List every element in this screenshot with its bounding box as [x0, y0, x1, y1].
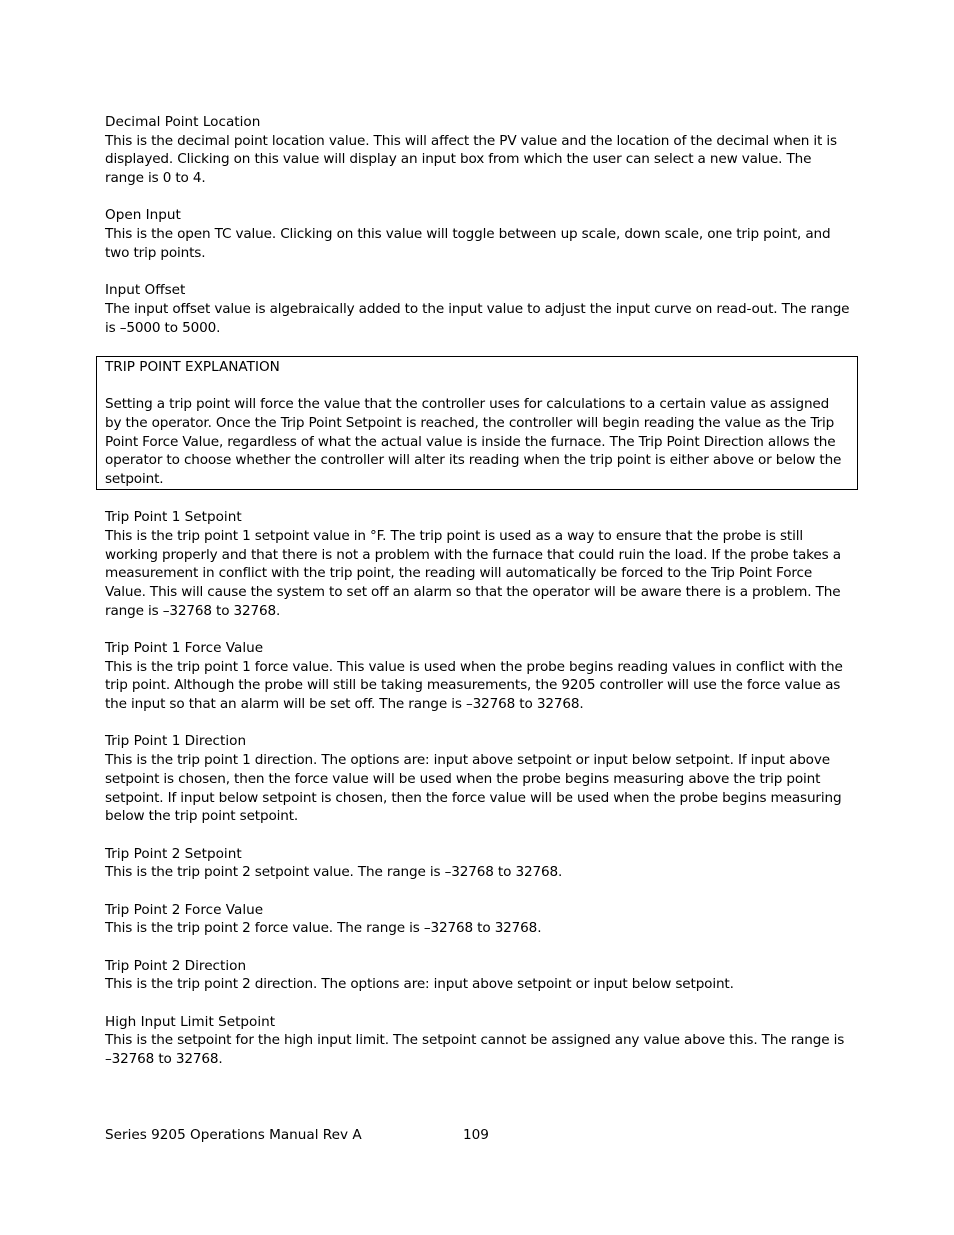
emphasized-term: –32768: [105, 1050, 155, 1067]
section-body: [105, 1031, 850, 1068]
emphasized-term: –32768: [444, 864, 494, 881]
body-text: This is the setpoint for the high input limit. The setpoint cannot be assigned any value above this. The range is: [105, 1032, 845, 1049]
emphasized-term: one trip point: [707, 226, 798, 243]
emphasized-term: input below setpoint: [180, 789, 317, 806]
body-text: .: [201, 244, 206, 261]
section-heading: Trip Point 2 Force Value: [105, 901, 264, 918]
emphasized-term: input below setpoint: [593, 976, 730, 993]
body-text: to: [472, 920, 495, 937]
body-text: .: [218, 1050, 223, 1067]
body-text: .: [729, 976, 734, 993]
emphasized-term: 32768: [536, 696, 580, 713]
emphasized-term: 32768: [233, 602, 277, 619]
body-text: .: [276, 602, 281, 619]
section-body: [105, 863, 850, 882]
body-text: This is the trip point 2 force value. The range is: [105, 920, 424, 937]
emphasized-term: Trip Point Direction: [638, 433, 764, 450]
body-text: to: [493, 864, 516, 881]
body-text: The input offset value is algebraically added to the input value to adjust the input curve on read-out. The range is: [105, 300, 850, 336]
body-text: This is the trip point 1 direction. The options are:: [105, 752, 434, 769]
sections-group-2: [105, 508, 850, 1068]
section-heading: Trip Point 2 Direction: [105, 957, 247, 974]
emphasized-term: Trip Point Setpoint: [280, 414, 402, 431]
body-text: ,: [615, 226, 625, 243]
section: [105, 901, 850, 938]
body-text: .: [537, 920, 542, 937]
section: [105, 1013, 850, 1069]
emphasized-term: –5000: [119, 319, 161, 336]
emphasized-term: Trip Point Force Value.: [105, 565, 813, 601]
body-text: to: [171, 170, 193, 187]
body-text: .: [579, 696, 584, 713]
body-text: This is the trip point 2 direction. The options are:: [105, 976, 434, 993]
section: [105, 732, 850, 826]
sections-group-1: [105, 113, 850, 337]
body-text: allows the operator to choose whether the controller will alter its reading when the trip point is either above or below the setpoint.: [105, 433, 842, 487]
section: [105, 845, 850, 882]
footer-manual-title: Series 9205 Operations Manual Rev A: [105, 1127, 362, 1143]
trip-point-explanation-box: [96, 356, 858, 490]
section-heading: Input Offset: [105, 282, 186, 299]
section-heading: Trip Point 2 Setpoint: [105, 845, 242, 862]
section: [105, 957, 850, 994]
emphasized-term: Trip Point Force Value,: [105, 414, 835, 450]
section: [105, 113, 850, 188]
body-text: is chosen, then the force value will be used when the probe begins measuring below the trip point setpoint.: [105, 789, 842, 825]
body-text: This is the decimal point location value. This will affect the PV value and the location of the decimal when it is displayed. Clicking on this value will display an input box from which the user can select a new value. The range is: [105, 132, 837, 187]
body-text: to: [515, 696, 537, 713]
emphasized-term: 32768: [175, 1050, 219, 1067]
section-body: [105, 975, 850, 994]
emphasized-term: down scale: [624, 226, 699, 243]
body-text: . If: [729, 752, 751, 769]
section-heading: Decimal Point Location: [105, 114, 261, 130]
box-body: [105, 395, 849, 489]
section-body: [105, 527, 850, 621]
emphasized-term: 4: [192, 170, 202, 187]
section-heading: Open Input: [105, 207, 181, 224]
emphasized-term: input above setpoint: [433, 976, 572, 993]
body-text: to: [160, 319, 183, 336]
emphasized-term: input above setpoint: [433, 752, 572, 769]
body-text: ,: [698, 226, 708, 243]
body-text: , and: [797, 226, 831, 243]
emphasized-term: 5000: [182, 319, 217, 336]
section-body: [105, 751, 850, 826]
body-text: This is the trip point 1 force value. This value is used when the probe begins reading values in conflict with the trip point. Although the probe will still be taking measurements, the 9205 controller will use the force value as the input so that an alarm will be set off. The range is: [105, 658, 843, 713]
emphasized-term: 32768: [494, 920, 538, 937]
page-content: [105, 113, 850, 1069]
emphasized-term: –32768: [423, 920, 473, 937]
section-body: [105, 658, 850, 714]
body-text: .: [216, 319, 221, 336]
body-text: This is the trip point 1 setpoint value in °F. The trip point is used as a way to ensure that the probe is still working properly and that there is not a problem with the furnace that could ruin the load. If the probe takes a measurement in conflict with the trip point, the reading will automatically be forced to the: [105, 527, 841, 582]
emphasized-term: input above setpoint: [105, 752, 830, 787]
body-text: .: [201, 170, 206, 187]
emphasized-term: –32768: [465, 696, 516, 713]
body-text: regardless of what the actual value is inside the furnace. The: [223, 433, 639, 450]
section-heading: Trip Point 1 Direction: [105, 733, 247, 750]
body-text: or: [571, 976, 594, 993]
section: [105, 639, 850, 714]
body-text: or: [571, 752, 594, 769]
section-body: [105, 225, 850, 262]
emphasized-term: input below setpoint: [593, 752, 730, 769]
body-text: is chosen, then the force value will be used when the probe begins measuring above the trip point setpoint. If: [105, 770, 821, 806]
body-text: This is the trip point 2 setpoint value. The range is: [105, 864, 445, 881]
emphasized-term: two trip points: [105, 244, 202, 261]
body-text: is reached, the controller will begin reading the value as the: [401, 414, 811, 431]
body-text: .: [557, 864, 563, 881]
section: [105, 206, 850, 262]
body-text: Setting a trip point will force the value that the controller uses for calculations to a certain value as assigned by the operator. Once the: [105, 396, 830, 431]
page-number: 109: [463, 1127, 489, 1143]
emphasized-term: 0: [162, 170, 172, 187]
emphasized-term: 32768: [515, 864, 558, 881]
section-heading: Trip Point 1 Setpoint: [105, 509, 242, 526]
section: [105, 281, 850, 337]
body-text: to: [154, 1050, 176, 1067]
body-text: This will cause the system to set off an alarm so that the operator will be aware there is a problem. The range is: [105, 584, 841, 619]
section-body: [105, 132, 850, 188]
section-heading: High Input Limit Setpoint: [105, 1013, 276, 1030]
body-text: This is the open TC value. Clicking on this value will toggle between: [105, 226, 561, 243]
section: [105, 508, 850, 620]
body-text: to: [211, 602, 234, 619]
emphasized-term: up scale: [560, 226, 616, 243]
section-body: [105, 919, 850, 938]
emphasized-term: –32768: [162, 602, 212, 619]
section-heading: Trip Point 1 Force Value: [105, 640, 264, 657]
box-title: TRIP POINT EXPLANATION: [105, 358, 280, 375]
section-body: [105, 300, 850, 337]
